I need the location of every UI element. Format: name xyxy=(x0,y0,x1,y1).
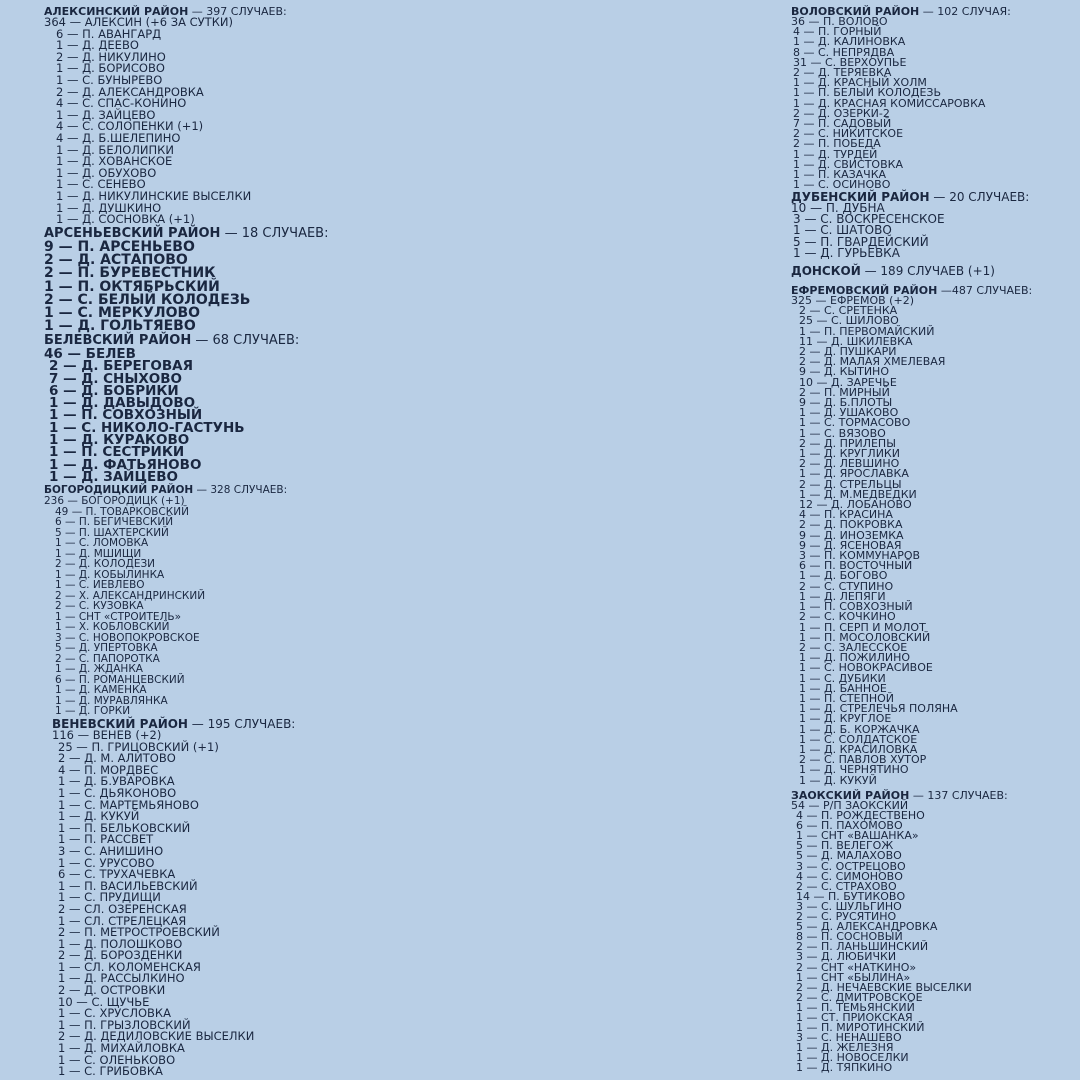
locality-entry: 7 — Д. СНЫХОВО xyxy=(49,370,182,387)
locality-entry: 1 — Д. БОРИСОВО xyxy=(56,61,165,76)
locality-entry: 8 — П. СОСНОВЫЙ xyxy=(796,930,903,944)
locality-entry: 1 — СТ. ПРИОКСКАЯ xyxy=(796,1010,913,1024)
locality-entry: 4 — П. КРАСИНА xyxy=(799,508,893,522)
locality-entry: 2 — С. СТУПИНО xyxy=(799,579,894,593)
locality-entry: 1 — Д. КУКУЙ xyxy=(799,773,877,787)
locality-entry: 1 — Д. КУКУЙ xyxy=(58,809,140,824)
locality-entry: 1 — Д. КУРАКОВО xyxy=(49,432,190,449)
district-name: АЛЕКСИНСКИЙ РАЙОН xyxy=(44,5,189,18)
locality-entry: 4 — П. МОРДВЕС xyxy=(58,762,159,777)
locality-entry: 1 — Д. КРУГЛИКИ xyxy=(799,447,900,461)
locality-entry: 2 — С. КУЗОВКА xyxy=(55,600,144,612)
locality-entry: 1 — СНТ «СТРОИТЕЛЬ» xyxy=(55,610,182,623)
district-case-count: — 20 СЛУЧАЕВ: xyxy=(929,190,1030,204)
locality-entry: 46 — БЕЛЕВ xyxy=(44,346,136,362)
locality-entry: 2 — П. МИРНЫЙ xyxy=(799,385,890,399)
locality-entry: 25 — С. ШИЛОВО xyxy=(799,314,899,328)
locality-entry: 1 — Д. ПОЛОШКОВО xyxy=(58,936,183,951)
locality-entry: 1 — П. РАССВЕТ xyxy=(58,832,154,847)
locality-entry: 5 — П. ШАХТЕРСКИЙ xyxy=(55,526,169,539)
locality-entry: 1 — П. СТЕПНОЙ xyxy=(799,691,895,705)
locality-entry: 1 — Д. ЖЕЛЕЗНЯ xyxy=(796,1041,894,1055)
locality-entry: 1 — Д. КРАСНЫЙ ХОЛМ xyxy=(793,76,927,90)
district-name: ВЕНЕВСКИЙ РАЙОН xyxy=(52,717,188,731)
locality-entry: 1 — С. ДЬЯКОНОВО xyxy=(58,785,177,800)
district-section xyxy=(791,6,1011,190)
locality-entry: 1 — Д. ПОЖИЛИНО xyxy=(799,651,911,665)
locality-entry: 1 — С. ВЯЗОВО xyxy=(799,426,886,440)
district-name: ВОЛОВСКИЙ РАЙОН xyxy=(791,5,920,18)
locality-entry: 1 — Д. ФАТЬЯНОВО xyxy=(49,456,202,473)
locality-entry: 1 — П. КАЗАЧКА xyxy=(793,168,887,182)
locality-entry: 1 — Д. ХОВАНСКОЕ xyxy=(56,154,173,169)
locality-entry: 1 — С. СЕНЕВО xyxy=(56,177,146,192)
locality-entry: 5 — Д. АЛЕКСАНДРОВКА xyxy=(796,920,938,934)
district-name: ЕФРЕМОВСКИЙ РАЙОН xyxy=(791,284,938,297)
locality-entry: 4 — П. ГОРНЫЙ xyxy=(793,25,882,39)
locality-entry: 3 — С. НОВОПОКРОВСКОЕ xyxy=(55,631,200,644)
locality-entry: 4 — С. СИМОНОВО xyxy=(796,869,903,883)
locality-entry: 1 — Д. ГУРЬЕВКА xyxy=(793,245,900,260)
district-name: БЕЛЕВСКИЙ РАЙОН xyxy=(44,333,192,348)
locality-entry: 1 — Д. КАМЕНКА xyxy=(55,684,147,696)
locality-entry: 4 — П. РОЖДЕСТВЕНО xyxy=(796,809,925,823)
district-case-count: — 18 СЛУЧАЕВ: xyxy=(220,226,329,241)
locality-entry: 2 — Д. ЛЕВШИНО xyxy=(799,457,900,471)
locality-entry: 1 — СНТ «БЫЛИНА» xyxy=(796,970,911,984)
locality-entry: 1 — Д. КРУГЛОЕ xyxy=(799,712,892,726)
district-case-count: — 102 СЛУЧАЯ: xyxy=(919,5,1011,18)
locality-entry: 1 — П. СОВХОЗНЫЙ xyxy=(49,407,203,424)
district-name: БОГОРОДИЦКИЙ РАЙОН xyxy=(44,484,194,496)
locality-entry: 2 — П. ПОБЕДА xyxy=(793,137,881,151)
locality-entry: 7 — П. САДОВЫЙ xyxy=(793,117,892,131)
locality-entry: 1 — Х. КОБЛОВСКИЙ xyxy=(55,621,170,633)
locality-entry: 11 — Д. ШКИЛЕВКА xyxy=(799,334,913,348)
locality-entry: 1 — С. СОЛДАТСКОЕ xyxy=(799,732,918,746)
locality-entry: 2 — С. ПАПОРОТКА xyxy=(55,652,160,665)
locality-entry: 1 — Д. М.МЕДВЕДКИ xyxy=(799,487,917,501)
locality-entry: 2 — Д. АЛЕКСАНДРОВКА xyxy=(56,84,204,99)
locality-entry: 1 — Д. КАЛИНОВКА xyxy=(793,35,906,49)
locality-entry: 54 — Р/П ЗАОКСКИЙ xyxy=(791,799,909,812)
locality-entry: 1 — П. СЕРП И МОЛОТ xyxy=(799,620,926,634)
locality-entry: 1 — Д. РАССЫЛКИНО xyxy=(58,971,185,986)
locality-entry: 1 — Д. ЗАЙЦЕВО xyxy=(49,468,178,485)
locality-entry: 4 — Д. Б.ШЕЛЕПИНО xyxy=(56,130,181,145)
locality-entry: 1 — Д. ГОЛЬТЯЕВО xyxy=(44,318,196,335)
locality-entry: 6 — П. БЕГИЧЕВСКИЙ xyxy=(55,516,174,528)
district-case-count: — 68 СЛУЧАЕВ: xyxy=(191,333,300,348)
locality-entry: 1 — С. ОЛЕНЬКОВО xyxy=(58,1052,176,1067)
locality-entry: 1 — С. ИЕВЛЕВО xyxy=(55,579,145,591)
locality-entry: 4 — С. СПАС-КОНИНО xyxy=(56,96,187,111)
locality-entry: 3 — П. КОММУНАРОВ xyxy=(799,549,921,563)
locality-entry: 1 — Д. БЕЛОЛИПКИ xyxy=(56,142,174,157)
locality-entry: 2 — Д. ОЗЕРКИ-2 xyxy=(793,106,890,120)
locality-entry: 2 — Д. АСТАПОВО xyxy=(44,252,188,269)
locality-entry: 1 — П. БЕЛЫЙ КОЛОДЕЗЬ xyxy=(793,86,941,100)
locality-entry: 1 — Д. ДЕЕВО xyxy=(56,38,139,53)
locality-entry: 2 — Д. НИКУЛИНО xyxy=(56,49,166,64)
locality-entry: 1 — П. ВАСИЛЬЕВСКИЙ xyxy=(58,878,198,893)
locality-entry: 1 — СЛ. КОЛОМЕНСКАЯ xyxy=(58,959,201,974)
locality-entry: 1 — Д. ДАВЫДОВО xyxy=(49,395,196,412)
locality-entry: 325 — ЕФРЕМОВ (+2) xyxy=(791,294,914,307)
locality-entry: 1 — Д. КОБЫЛИНКА xyxy=(55,568,165,581)
district-heading xyxy=(791,264,995,278)
locality-entry: 1 — СЛ. СТРЕЛЕЦКАЯ xyxy=(58,913,187,928)
locality-entry: 1 — Д. ДУШКИНО xyxy=(56,200,162,215)
district-name: ЗАОКСКИЙ РАЙОН xyxy=(791,789,910,802)
district-section xyxy=(791,285,1032,786)
locality-entry: 1 — СНТ «ВАШАНКА» xyxy=(796,829,919,843)
locality-entry: 8 — С. НЕПРЯДВА xyxy=(793,45,895,59)
locality-entry: 3 — С. ВОСКРЕСЕНСКОЕ xyxy=(793,212,945,227)
locality-entry: 1 — Д. КРАСНАЯ КОМИССАРОВКА xyxy=(793,96,986,110)
locality-entry: 1 — С. ГРИБОВКА xyxy=(58,1064,163,1079)
locality-entry: 2 — П. БУРЕВЕСТНИК xyxy=(44,265,216,282)
locality-entry: 1 — Д. ЖДАНКА xyxy=(55,663,143,675)
locality-entry: 1 — Д. СОСНОВКА (+1) xyxy=(56,212,195,227)
locality-entry: 1 — С. ТОРМАСОВО xyxy=(799,416,911,430)
district-case-count: — 397 СЛУЧАЕВ: xyxy=(188,5,287,18)
locality-entry: 1 — С. ХРУСЛОВКА xyxy=(58,1006,171,1021)
district-case-count: — 137 СЛУЧАЕВ: xyxy=(909,789,1008,802)
locality-entry: 4 — С. СОЛОПЕНКИ (+1) xyxy=(56,119,204,134)
locality-entry: 2 — Д. НЕЧАЕВСКИЕ ВЫСЕЛКИ xyxy=(796,980,972,994)
locality-entry: 9 — П. АРСЕНЬЕВО xyxy=(44,239,195,255)
locality-entry: 2 — Д. ДЕДИЛОВСКИЕ ВЫСЕЛКИ xyxy=(58,1029,255,1044)
locality-entry: 2 — С. РУСЯТИНО xyxy=(796,910,897,924)
locality-entry: 1 — Д. Б. КОРЖАЧКА xyxy=(799,722,920,736)
locality-entry: 1 — Д. ОБУХОВО xyxy=(56,165,157,180)
district-section xyxy=(52,718,295,1078)
locality-entry: 2 — Д. СТРЕЛЬЦЫ xyxy=(799,477,902,491)
locality-entry: 1 — Д. ТЯПКИНО xyxy=(796,1061,893,1075)
locality-entry: 116 — ВЕНЕВ (+2) xyxy=(52,728,162,742)
locality-entry: 1 — С. ШАТОВО xyxy=(793,223,892,238)
locality-entry: 1 — П. ТЕМЬЯНСКИЙ xyxy=(796,1000,915,1014)
locality-entry: 6 — П. АВАНГАРД xyxy=(56,26,162,41)
locality-entry: 1 — П. МИРОТИНСКИЙ xyxy=(796,1021,925,1035)
locality-entry: 1 — С. ОСИНОВО xyxy=(793,178,891,192)
locality-entry: 10 — Д. ЗАРЕЧЬЕ xyxy=(799,375,897,389)
district-section xyxy=(791,191,1029,259)
locality-entry: 2 — С. НИКИТСКОЕ xyxy=(793,127,904,141)
locality-entry: 1 — Д. ТУРДЕЙ xyxy=(793,147,878,161)
locality-entry: 1 — Д. СВИСТОВКА xyxy=(793,157,903,171)
locality-entry: 6 — Д. БОБРИКИ xyxy=(49,382,179,399)
locality-entry: 31 — С. ВЕРХОУПЬЕ xyxy=(793,55,907,69)
locality-entry: 10 — С. ЩУЧЬЕ xyxy=(58,994,150,1009)
locality-entry: 5 — Д. УПЕРТОВКА xyxy=(55,642,158,654)
locality-entry: 1 — С. МЕРКУЛОВО xyxy=(44,305,201,322)
locality-entry: 1 — С. УРУСОВО xyxy=(58,855,155,870)
locality-entry: 1 — П. СЕСТРИКИ xyxy=(49,444,185,461)
locality-entry: 3 — Д. ЛЮБИЧКИ xyxy=(796,950,897,964)
locality-entry: 2 — С. СТРАХОВО xyxy=(796,879,897,893)
locality-entry: 2 — Д. ПОКРОВКА xyxy=(799,518,903,532)
district-case-count: — 328 СЛУЧАЕВ: xyxy=(193,484,288,496)
locality-entry: 9 — Д. ЯСЕНОВАЯ xyxy=(799,538,902,552)
locality-entry: 1 — Д. ГОРКИ xyxy=(55,705,131,717)
locality-entry: 1 — Д. КРАСИЛОВКА xyxy=(799,742,918,756)
locality-entry: 9 — Д. КЫТИНО xyxy=(799,365,889,379)
locality-entry: 5 — П. ГВАРДЕЙСКИЙ xyxy=(793,234,929,249)
locality-entry: 3 — С. ШУЛЬГИНО xyxy=(796,899,902,913)
locality-entry: 2 — С. СРЕТЕНКА xyxy=(799,304,898,318)
locality-entry: 1 — П. СОВХОЗНЫЙ xyxy=(799,600,913,614)
locality-entry: 1 — С. БУНЫРЕВО xyxy=(56,72,163,87)
locality-entry: 1 — Д. ЗАЙЦЕВО xyxy=(56,107,156,122)
locality-entry: 1 — С. МАРТЕМЬЯНОВО xyxy=(58,797,199,812)
locality-entry: 1 — Д. ЛЕПЯГИ xyxy=(799,589,886,603)
locality-entry: 2 — П. МЕТРОСТРОЕВСКИЙ xyxy=(58,925,220,940)
locality-entry: 2 — Д. ПРИЛЕПЫ xyxy=(799,436,896,450)
locality-entry: 364 — АЛЕКСИН (+6 ЗА СУТКИ) xyxy=(44,15,233,29)
district-name: ДУБЕНСКИЙ РАЙОН xyxy=(791,190,930,204)
locality-entry: 36 — П. ВОЛОВО xyxy=(791,15,888,28)
locality-entry: 14 — П. БУТИКОВО xyxy=(796,889,906,903)
district-case-count: —487 СЛУЧАЕВ: xyxy=(937,284,1033,297)
district-section xyxy=(791,264,995,278)
locality-entry: 1 — Д. ЯРОСЛАВКА xyxy=(799,467,909,481)
district-section xyxy=(44,227,328,333)
locality-entry: 1 — П. БЕЛЬКОВСКИЙ xyxy=(58,820,191,835)
locality-entry: 1 — С. НИКОЛО-ГАСТУНЬ xyxy=(49,419,245,436)
district-name: ДОНСКОЙ xyxy=(791,264,861,278)
locality-entry: 6 — С. ТРУХАЧЕВКА xyxy=(58,867,176,882)
locality-entry: 2 — Х. АЛЕКСАНДРИНСКИЙ xyxy=(55,589,206,602)
locality-entry: 1 — Д. МИХАЙЛОВКА xyxy=(58,1041,185,1056)
locality-entry: 2 — С. КОЧКИНО xyxy=(799,610,896,624)
locality-entry: 9 — Д. Б.ПЛОТЫ xyxy=(799,396,893,410)
locality-entry: 1 — П. ОКТЯБРЬСКИЙ xyxy=(44,278,220,295)
district-section xyxy=(791,790,1008,1074)
locality-entry: 1 — Д. НОВОСЕЛКИ xyxy=(796,1051,909,1065)
locality-entry: 1 — Д. МУРАВЛЯНКА xyxy=(55,694,168,707)
locality-entry: 1 — Д. ЧЕРНЯТИНО xyxy=(799,763,909,777)
district-case-count: — 195 СЛУЧАЕВ: xyxy=(187,717,296,731)
district-case-count: — 189 СЛУЧАЕВ (+1) xyxy=(860,264,995,278)
locality-entry: 2 — Д. БОРОЗДЕНКИ xyxy=(58,948,183,963)
locality-entry: 1 — Д. БОГОВО xyxy=(799,569,888,583)
locality-entry: 1 — Д. БАННОЕ xyxy=(799,681,887,695)
locality-entry: 1 — С. ЛОМОВКА xyxy=(55,537,149,549)
locality-entry: 2 — Д. ТЕРЯЕВКА xyxy=(793,66,892,80)
locality-entry: 1 — Д. Б.УВАРОВКА xyxy=(58,774,175,789)
locality-entry: 1 — П. ПЕРВОМАЙСКИЙ xyxy=(799,324,935,338)
locality-entry: 2 — СНТ «НАТКИНО» xyxy=(796,960,917,974)
locality-entry: 12 — Д. ЛОБАНОВО xyxy=(799,498,912,512)
locality-entry: 2 — Д. ПУШКАРИ xyxy=(799,345,897,359)
locality-entry: 2 — С. ПАВЛОВ ХУТОР xyxy=(799,753,927,767)
locality-entry: 2 — С. БЕЛЫЙ КОЛОДЕЗЬ xyxy=(44,291,251,308)
locality-entry: 3 — С. ОСТРЕЦОВО xyxy=(796,859,906,873)
locality-entry: 2 — СЛ. ОЗЕРЕНСКАЯ xyxy=(58,901,187,916)
district-section xyxy=(44,485,287,717)
locality-entry: 2 — П. ЛАНЬШИНСКИЙ xyxy=(796,940,929,954)
locality-entry: 2 — Д. МАЛАЯ ХМЕЛЕВАЯ xyxy=(799,355,946,369)
locality-entry: 1 — С. ДУБИКИ xyxy=(799,671,886,685)
district-section xyxy=(44,6,287,226)
locality-entry: 1 — С. ПРУДИЩИ xyxy=(58,890,161,905)
locality-entry: 1 — Д. СТРЕЛЕЧЬЯ ПОЛЯНА xyxy=(799,702,958,716)
district-name: АРСЕНЬЕВСКИЙ РАЙОН xyxy=(44,226,221,241)
locality-entry: 2 — С. ДМИТРОВСКОЕ xyxy=(796,990,923,1004)
locality-entry: 1 — П. ГРЫЗЛОВСКИЙ xyxy=(58,1017,191,1032)
locality-entry: 2 — Д. М. АЛИТОВО xyxy=(58,751,176,766)
locality-entry: 6 — П. ПАХОМОВО xyxy=(796,819,903,833)
locality-entry: 10 — П. ДУБНА xyxy=(791,201,885,215)
locality-entry: 3 — С. АНИШИНО xyxy=(58,843,164,858)
locality-entry: 1 — С. НОВОКРАСИВОЕ xyxy=(799,661,933,675)
district-section xyxy=(44,334,299,483)
locality-entry: 9 — Д. ИНОЗЕМКА xyxy=(799,528,904,542)
locality-entry: 2 — С. ЗАЛЕССКОЕ xyxy=(799,640,908,654)
locality-entry: 2 — Д. БЕРЕГОВАЯ xyxy=(49,358,193,375)
locality-entry: 1 — Д. МШИЩИ xyxy=(55,547,142,560)
locality-entry: 5 — П. ВЕЛЕГОЖ xyxy=(796,839,894,853)
locality-entry: 5 — Д. МАЛАХОВО xyxy=(796,849,902,863)
locality-entry: 2 — Д. ОСТРОВКИ xyxy=(58,983,166,998)
locality-entry: 236 — БОГОРОДИЦК (+1) xyxy=(44,495,185,507)
locality-entry: 2 — Д. КОЛОДЕЗИ xyxy=(55,558,156,570)
locality-entry: 25 — П. ГРИЦОВСКИЙ (+1) xyxy=(58,739,219,754)
locality-entry: 49 — П. ТОВАРКОВСКИЙ xyxy=(55,505,189,518)
locality-entry: 3 — С. НЕНАШЕВО xyxy=(796,1031,902,1045)
locality-entry: 1 — Д. УШАКОВО xyxy=(799,406,899,420)
locality-entry: 1 — П. МОСОЛОВСКИЙ xyxy=(799,630,931,644)
locality-entry: 6 — П. ВОСТОЧНЫЙ xyxy=(799,559,913,573)
locality-entry: 1 — Д. НИКУЛИНСКИЕ ВЫСЕЛКИ xyxy=(56,188,252,203)
locality-entry: 6 — П. РОМАНЦЕВСКИЙ xyxy=(55,673,185,686)
